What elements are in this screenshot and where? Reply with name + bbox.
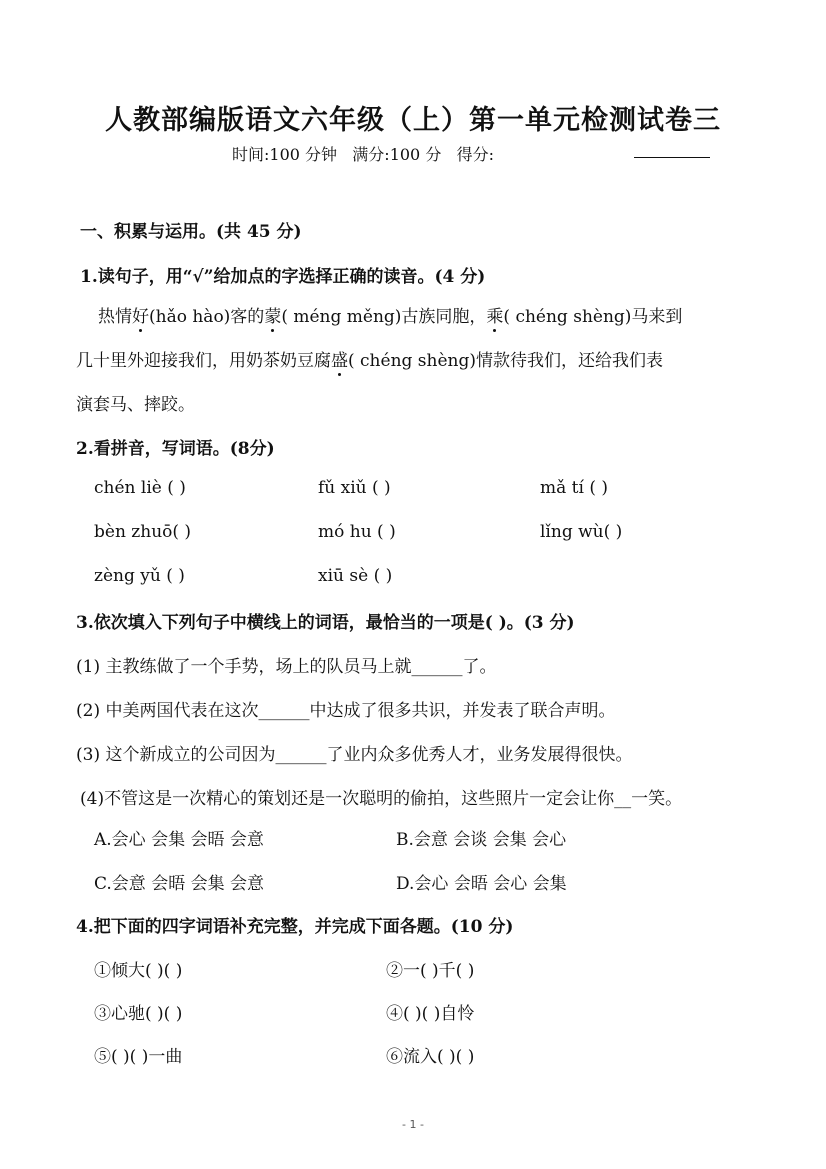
q1-text: ( chéng shèng)情款待我们，还给我们表 [348, 351, 663, 371]
pinyin-item: xiū sè ( ) [318, 566, 393, 586]
q1-text: 热情 [98, 307, 132, 327]
option-a: A.会心 会集 会晤 会意 [94, 830, 264, 850]
q4-heading: 4.把下面的四字词语补充完整，并完成下面各题。(10 分) [76, 917, 514, 937]
dotted-char: 蒙 [264, 302, 281, 327]
q1-line-1 [98, 302, 682, 327]
dotted-char: 乘 [486, 302, 503, 327]
exam-meta [232, 142, 494, 165]
score-blank-line [634, 157, 710, 158]
page-number: - 1 - [402, 1118, 424, 1131]
idiom-item: ④( )( )自怜 [386, 1004, 475, 1024]
q3-sentence: (4)不管这是一次精心的策划还是一次聪明的偷拍，这些照片一定会让你__一笑。 [80, 789, 683, 809]
score-label: 得分: [456, 145, 494, 164]
q1-text: ( chéng shèng)马来到 [503, 307, 683, 327]
idiom-item: ①倾大( )( ) [94, 961, 183, 981]
q3-sentence: (2) 中美两国代表在这次______中达成了很多共识，并发表了联合声明。 [76, 701, 616, 721]
q1-text: (hǎo hào)客的 [149, 307, 265, 327]
option-c: C.会意 会晤 会集 会意 [94, 874, 265, 894]
pinyin-item: lǐng wù( ) [540, 522, 623, 542]
page-title: 人教部编版语文六年级（上）第一单元检测试卷三 [105, 105, 721, 136]
pinyin-item: mó hu ( ) [318, 522, 396, 542]
q1-text: ( méng měng)古族同胞， [281, 307, 487, 327]
pinyin-item: zèng yǔ ( ) [94, 566, 185, 586]
q2-heading: 2.看拼音，写词语。(8分) [76, 439, 275, 459]
pinyin-item: mǎ tí ( ) [540, 478, 608, 498]
time-label: 时间:100 分钟 [232, 145, 338, 164]
option-d: D.会心 会晤 会心 会集 [396, 874, 567, 894]
option-b: B.会意 会谈 会集 会心 [396, 830, 567, 850]
idiom-item: ⑥流入( )( ) [386, 1047, 475, 1067]
dotted-char: 盛 [331, 346, 348, 371]
dotted-char: 好 [132, 302, 149, 327]
q1-line-2 [76, 346, 663, 371]
q3-sentence: (1) 主教练做了一个手势，场上的队员马上就______了。 [76, 657, 497, 677]
idiom-item: ⑤( )( )一曲 [94, 1047, 183, 1067]
q3-sentence: (3) 这个新成立的公司因为______了业内众多优秀人才，业务发展得很快。 [76, 745, 633, 765]
idiom-item: ③心驰( )( ) [94, 1004, 183, 1024]
q3-heading: 3.依次填入下列句子中横线上的词语，最恰当的一项是( )。(3 分) [76, 613, 575, 633]
q1-line-3: 演套马、摔跤。 [76, 395, 195, 415]
pinyin-item: bèn zhuō( ) [94, 522, 192, 542]
pinyin-item: fǔ xiǔ ( ) [318, 478, 391, 498]
pinyin-item: chén liè ( ) [94, 478, 186, 498]
q1-heading: 1.读句子，用“√”给加点的字选择正确的读音。(4 分) [80, 267, 486, 287]
full-score-label: 满分:100 分 [352, 145, 442, 164]
idiom-item: ②一( )千( ) [386, 961, 475, 981]
q1-text: 几十里外迎接我们，用奶茶奶豆腐 [76, 351, 331, 371]
section-heading: 一、积累与运用。(共 45 分) [80, 222, 302, 242]
